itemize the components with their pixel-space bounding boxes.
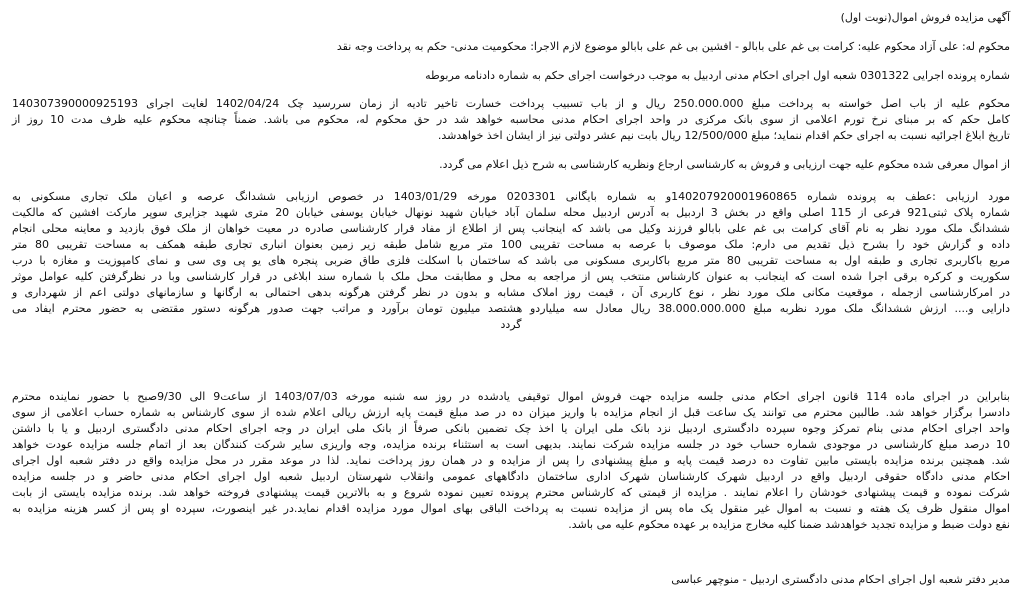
intro-line: از اموال معرفی شده محکوم علیه جهت ارزیابی و فروش به کارشناسی ارجاع ونظریه کارشناسی به شرح ذیل اعلام می گردد. — [439, 158, 1010, 171]
text-line: نفع دولت ضبط و مزایده تجدید خواهدشد ضمنا کلیه مخارج مزایده بر عهده محکوم علیه می باشد. — [568, 518, 1010, 531]
text-line: گردد — [500, 318, 522, 331]
text-line: دارایی و.... ارزش ششدانگ ملک مورد نظربه مبلغ 38.000.000.000 ریال معادل سه میلیاردو هشتصد میلیون تومان برآورد و مراتب جهت صدور هرگونه دستور مقتضی به حضور محترم ایفاد می — [12, 302, 1011, 315]
signature-line: مدیر دفتر شعبه اول اجرای احکام مدنی دادگستری اردبیل - منوچهر عباسی — [671, 573, 1010, 586]
text-line: داده و گزارش خود را بشرح ذیل تقدیم می دارم: ملک موصوف با عرصه به مساحت تقریبی 100 متر مربع شامل طبقه زیر زمین بعنوان انباری تجاری طبقه همکف به مساحت تقریبی 80 متر — [12, 238, 1010, 251]
text-line: ششدانگ ملک مورد نظر به نام آقای کرامت بی غم علی بابالو فرزند وکیل می باشد که اینجانب پس از اطلاع از مفاد قرار کارشناسی صادره در معیت خواهان از ملک فوق بازدید و معاینه محلی انجام — [12, 222, 1010, 235]
text-line: کامل حکم که بر مبنای نرخ تورم اعلامی از سوی بانک مرکزی در واحد اجرای احکام مدنی محاسبه خواهد شد در حق محکوم له، محکوم می باشد. ضمناً چنانچه محکوم علیه ظرف مدت 10 روز از — [12, 113, 1010, 126]
judgment-paragraph — [12, 96, 1010, 144]
text-line: شرکت نموده و قیمت پیشنهادی خودشان را اعلام نمایند . مزایده از قیمتی که کارشناس محترم پرونده تعیین نموده شروع و به بالاترین قیمت پیشنهادی فروخته خواهد شد. برنده مزایده بایستی از بابت — [12, 486, 1010, 499]
text-line: مربع باکاربری تجاری و طبقه اول به مساحت تقریبی 80 متر مربع باکاربری مسکونی می باشد که ساختمان با اسکلت فلزی طاق ضربی پنجره های یو پی وی سی و نمای کامپوزیت و مغازه با درب — [12, 254, 1010, 267]
text-line: در امرکارشناسی ازجمله ، موقعیت مکانی ملک مورد نظر ، نوع کاربری آن ، قیمت روز املاک مشابه و بدون در نظر گرفتن هرگونه بدهی احتمالی به ارگانها و سازمانهای دولتی اعم از شهرداری و — [12, 286, 1010, 299]
case-number-line: شماره پرونده اجرایی 0301322 شعبه اول اجرای احکام مدنی اردبیل به موجب درخواست اجرای حکم به شماره دادنامه مربوطه — [425, 69, 1010, 82]
auction-paragraph — [12, 389, 1010, 533]
text-line: مورد ارزیابی :عطف به پرونده شماره 140207920001960865و به شماره بایگانی 0203301 مورخه 1403/01/29 در خصوص ارزیابی ششدانگ عرصه و اعیان ملک تجاری مسکونی به — [12, 190, 1010, 203]
text-line: 10 درصد مبلغ کارشناسی در موجودی شماره حساب خود در جلسه مزایده شرکت نمایند. بدیهی است به استثناء برنده مزایده، وجه واریزی سایر شرکت کنندگان بعد از اتمام جلسه مزایده عودت خواهد — [12, 438, 1010, 451]
text-line: واحد اجرای احکام مدنی بنام تمرکز وجوه سپرده دادگستری اردبیل نزد بانک ملی ایران یا اخذ چک تضمین بانکی صرفاً از بانک ملی ایران در وجه اجرای احکام مدنی دادگستری اردبیل و یا با داشتن — [12, 422, 1010, 435]
text-line: احکام مدنی دادگاه حقوقی اردبیل واقع در اردبیل شهرک کارشناسان شهرک اداری ساختمان دادگاههای عمومی وانقلاب شهرستان اردبیل شعبه اول اجرای احکام مدنی حاضر و در جلسه مزایده — [12, 470, 1010, 483]
text-line: سکوریت و کرکره برقی اجرا شده است که اینجانب به عنوان کارشناس منتخب پس از مراجعه به محل و مطابقت محل ملک با شماره سند ابلاغی در قرار کارشناسی وبا در نظرگرفتن کلیه عوامل موثر — [12, 270, 1010, 283]
parties-line: محکوم له: علی آزاد محکوم علیه: کرامت بی غم علی بابالو - افشین بی غم علی بابالو موضوع لازم الاجرا: محکومیت مدنی- حکم به پرداخت وجه نقد — [336, 40, 1010, 53]
text-line: شماره پلاک ثبتی921 فرعی از 115 اصلی واقع در بخش 3 اردبیل به آدرس اردبیل محله سلمان آباد خیابان شهید نونهال خیابان یوسفی خیابان 20 متری شهید جزایری سوپر مارکت افشین که مالکیت — [12, 206, 1011, 219]
text-line: شد. همچنین برنده مزایده بایستی مابین تفاوت ده درصد قیمت پایه و مبلغ پیشنهادی را پس از مزایده و در همان روز پرداخت نماید. لذا در موعد مقرر در محل مزایده واقع در دفتر شعبه اول اجرای — [12, 454, 1010, 467]
text-line: محکوم علیه از باب اصل خواسته به پرداخت مبلغ 250.000.000 ریال و از باب تسبیب پرداخت خسارت تاخیر تادیه از زمان سررسید چک 1402/04/24 لغایت اجرای 140307390000925193 — [12, 97, 1010, 110]
notice-title: آگهی مزایده فروش اموال(نوبت اول) — [840, 11, 1010, 24]
text-line: دادسرا برگزار خواهد شد. طالبین محترم می توانند یک ساعت قبل از انجام مزایده با واریز میزان ده در صد مبلغ قیمت پایه ارزش ریالی اعلام شده از سوی کارشناس به شماره حساب اعلامی از سوی — [12, 406, 1010, 419]
text-line: اموال منقول ظرف یک هفته و نسبت به اموال غیر منقول یک ماه پس از مزایده نسبت به پرداخت الباقی بهای اموال مورد مزایده اقدام نماید.در غیر اینصورت، سپرده او پس از کسر هزینه مزایده به — [12, 502, 1010, 515]
text-line: تاریخ ابلاغ اجرائیه نسبت به اجرای حکم اقدام ننماید؛ مبلغ 12/500/000 ریال بابت نیم عشر دولتی نیز از ایشان اخذ خواهدشد. — [437, 129, 1010, 142]
text-line: بنابراین در اجرای ماده 114 قانون اجرای احکام مدنی جلسه مزایده جهت فروش اموال توقیفی یادشده در روز سه شنبه مورخه 1403/07/03 از ساعت9 الی 9/30صبح با حضور نماینده محترم — [12, 390, 1010, 403]
appraisal-paragraph — [12, 189, 1010, 333]
